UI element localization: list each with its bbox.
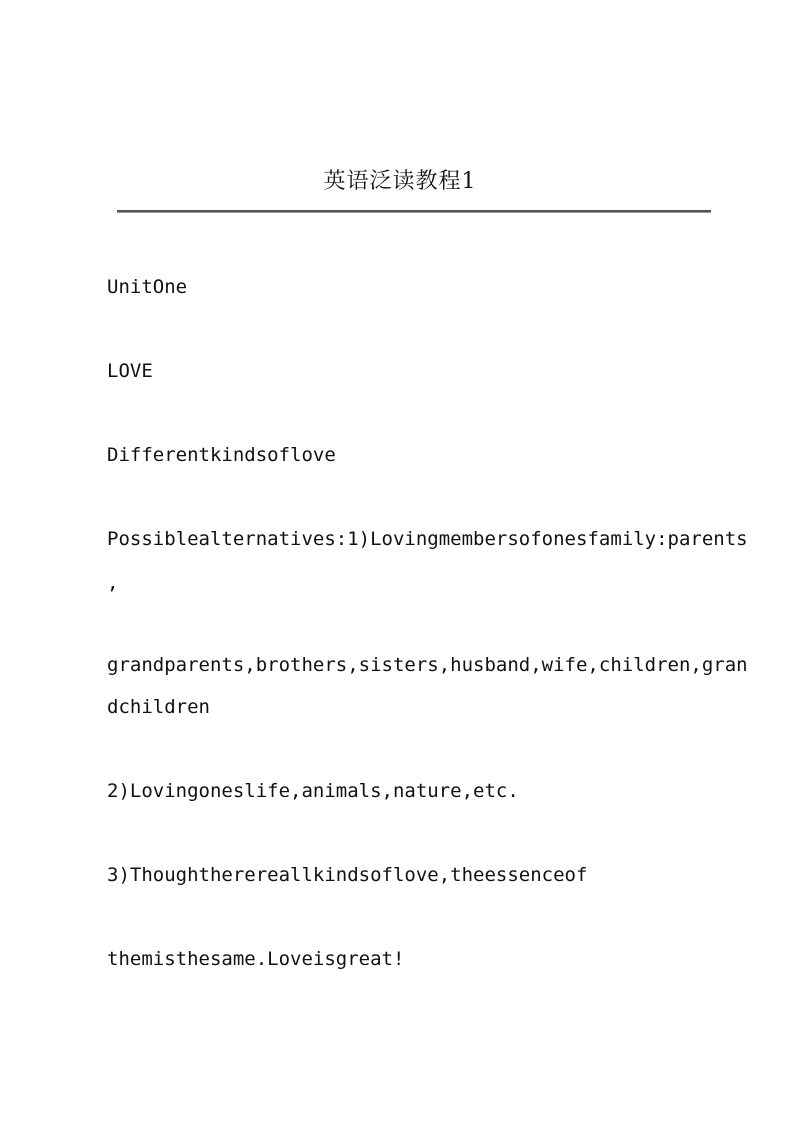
topic-heading: LOVE	[107, 360, 153, 382]
body-line: grandparents,brothers,sisters,husband,wife,children,gran	[107, 654, 748, 676]
body-line: 2)Lovingoneslife,animals,nature,etc.	[107, 780, 519, 802]
body-line: 3)Thoughtherereallkindsoflove,theessenceof	[107, 864, 588, 886]
document-title: 英语泛读教程1	[323, 169, 477, 194]
body-line: ,	[107, 572, 119, 594]
body-line: dchildren	[107, 696, 210, 718]
body-line: Possiblealternatives:1)Lovingmembersofonesfamily:parents	[107, 528, 748, 550]
unit-heading: UnitOne	[107, 276, 188, 298]
title-divider	[117, 210, 711, 213]
body-line: themisthesame.Loveisgreat!	[107, 948, 405, 970]
section-heading: Differentkindsoflove	[107, 444, 336, 466]
